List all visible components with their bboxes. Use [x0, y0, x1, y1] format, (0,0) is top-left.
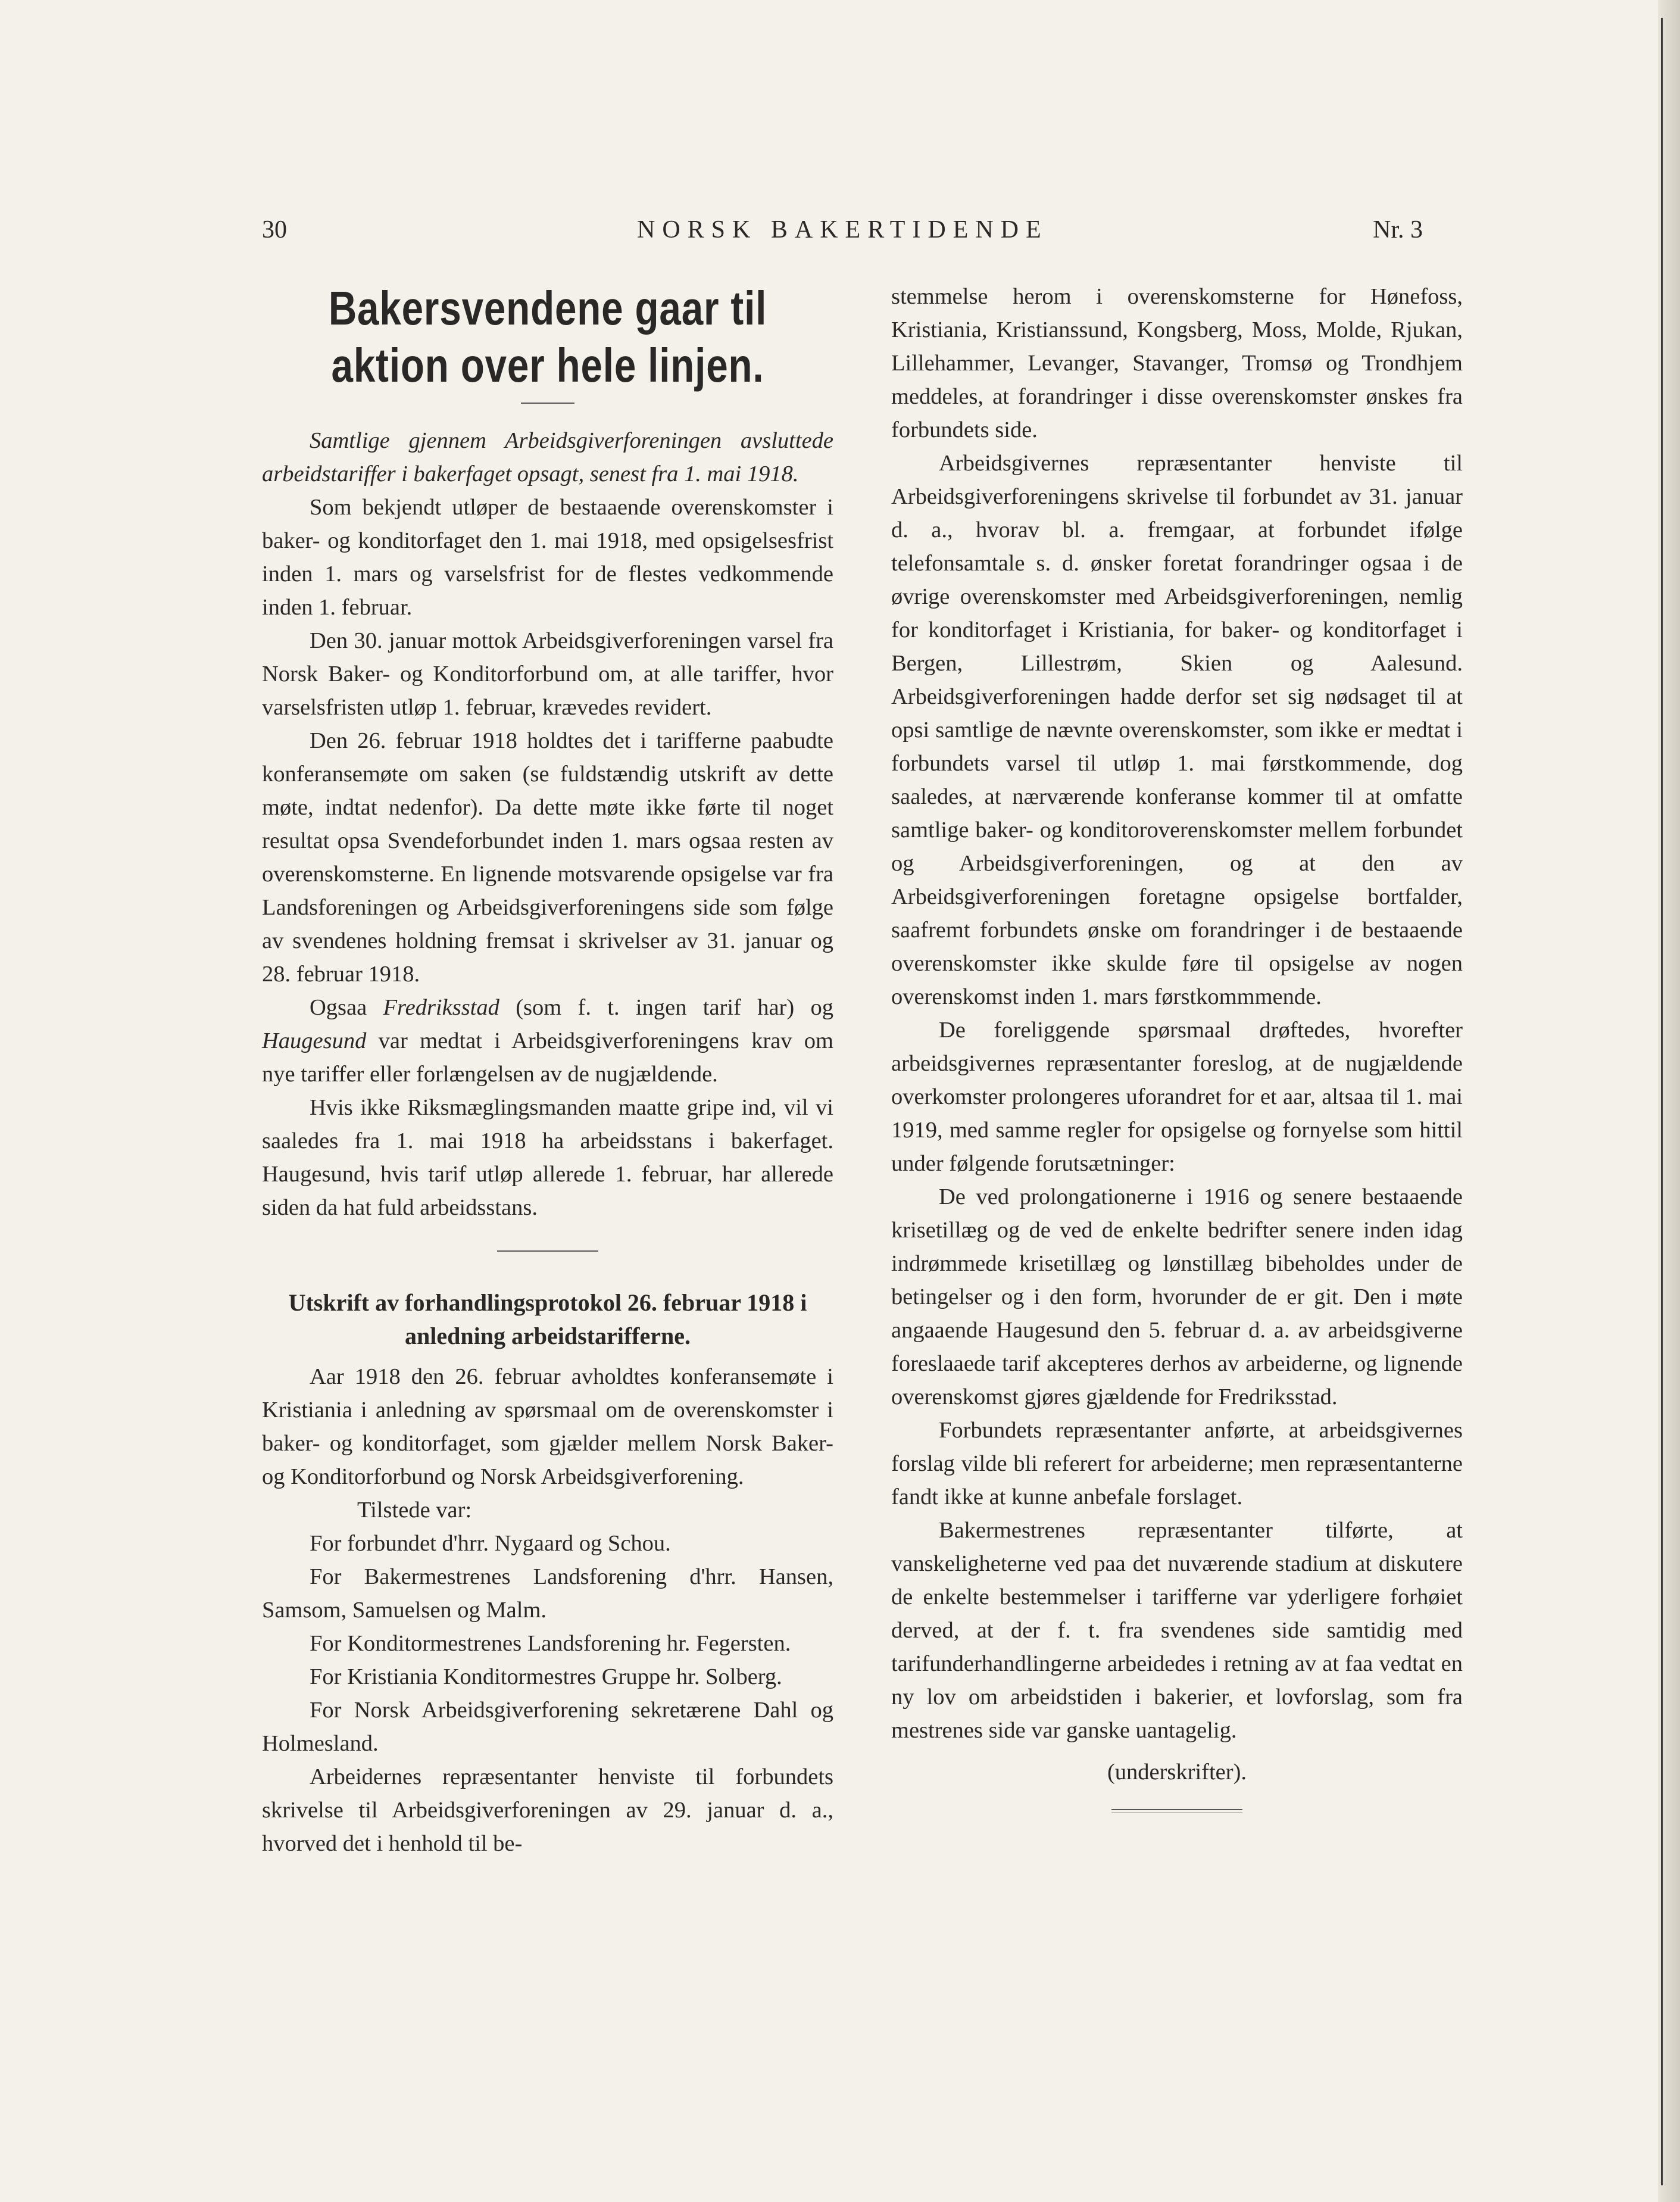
- article-headline: Bakersvendene gaar til aktion over hele linjen.: [328, 282, 767, 392]
- page-header: [262, 216, 1423, 251]
- page-edge-line: [1661, 18, 1663, 2185]
- headline-divider: [521, 403, 574, 404]
- protocol-headline: Utskrift av forhandlingsprotokol 26. februar 1918 i anledning arbeidstarifferne.: [288, 1289, 807, 1349]
- attendee: For Kristiania Konditormestres Gruppe hr. Solberg.: [310, 1664, 782, 1689]
- page-number: 30: [262, 216, 287, 244]
- text-run: Ogsaa: [310, 995, 383, 1020]
- article-paragraph: [262, 991, 833, 1091]
- attendee: For Konditormestrenes Landsforening hr. Fegersten.: [310, 1631, 791, 1656]
- protocol-paragraph: Arbeidernes repræsentanter henviste til forbundets skrivelse til Arbeidsgiverforeningen av 29. januar d. a., hvorved det i henhold til be-: [262, 1764, 833, 1856]
- end-divider: [1111, 1809, 1242, 1813]
- protocol-paragraph: stemmelse herom i overenskomsterne for Hønefoss, Kristiania, Kristianssund, Kongsberg, Moss, Molde, Rjukan, Lillehammer, Levanger, Stavanger, Tromsø og Trondhjem meddeles, at forandringer i disse overenskomster ønskes fra forbundets side.: [891, 284, 1463, 442]
- article-paragraph: Som bekjendt utløper de bestaaende overenskomster i baker- og konditorfaget den 1. mai 1918, med opsigelsesfrist inden 1. mars og varselsfrist for de flestes vedkommende inden 1. februar.: [262, 495, 833, 620]
- present-label: Tilstede var:: [357, 1498, 472, 1523]
- protocol-paragraph: Bakermestrenes repræsentanter tilførte, at vanskeligheterne ved paa det nuværende stadium at diskutere de enkelte bestemmelser i tarifferne var yderligere forhøiet derved, at der f. t. fra svendenes side samtidig med tarifunderhandlingerne arbeidedes i retning av at faa vedtat en ny lov om arbeidstiden i bakerier, et lovforslag, som fra mestrenes side var ganske uantagelig.: [891, 1518, 1463, 1743]
- issue-number: Nr. 3: [1373, 216, 1423, 244]
- signatures: (underskrifter).: [1107, 1760, 1247, 1785]
- city-name: Fredriksstad: [383, 995, 499, 1020]
- text-run: var medtat i Arbeidsgiverforeningens krav om nye tariffer eller forlængelsen av de nugjældende.: [262, 1028, 833, 1087]
- attendee: For forbundet d'hrr. Nygaard og Schou.: [310, 1531, 671, 1556]
- article-paragraph: Den 26. februar 1918 holdtes det i tarifferne paabudte konferansemøte om saken (se fuldstændig utskrift av dette møte, indtat nedenfor). Da dette møte ikke førte til noget resultat opsa Svendeforbundet inden 1. mars ogsaa resten av overenskomsterne. En lignende motsvarende opsigelse var fra Landsforeningen og Arbeidsgiverforeningens side som følge av svendenes holdning fremsat i skrivelser av 31. januar og 28. februar 1918.: [262, 728, 833, 987]
- section-divider: [497, 1250, 598, 1252]
- protocol-intro: Aar 1918 den 26. februar avholdtes konferansemøte i Kristiania i anledning av spørsmaal om de overenskomster i baker- og konditorfaget, som gjælder mellem Norsk Baker- og Konditorforbund og Norsk Arbeidsgiverforening.: [262, 1364, 833, 1489]
- article-paragraph: Hvis ikke Riksmæglingsmanden maatte gripe ind, vil vi saaledes fra 1. mai 1918 ha arbeidsstans i bakerfaget. Haugesund, hvis tarif utløp allerede 1. februar, har allerede siden da hat fuld arbeidsstans.: [262, 1095, 833, 1220]
- left-column: [262, 280, 833, 1860]
- publication-title: NORSK BAKERTIDENDE: [637, 216, 1048, 244]
- protocol-paragraph: Forbundets repræsentanter anførte, at arbeidsgivernes forslag vilde bli referert for arbeiderne; men repræsentanterne fandt ikke at kunne anbefale forslaget.: [891, 1418, 1463, 1509]
- text-run: (som f. t. ingen tarif har) og: [499, 995, 833, 1020]
- protocol-paragraph: De ved prolongationerne i 1916 og senere bestaaende krisetillæg og de ved de enkelte bedrifter senere inden idag indrømmede krisetillæg og lønstillæg bibeholdes under de betingelser og i den form, hvorunder de er git. Den i møte angaaende Haugesund den 5. februar d. a. av arbeidsgiverne foreslaaede tarif akcepteres derhos av arbeiderne, og lignende overenskomst gjøres gjældende for Fredriksstad.: [891, 1184, 1463, 1409]
- attendee: For Bakermestrenes Landsforening d'hrr. Hansen, Samsom, Samuelsen og Malm.: [262, 1564, 833, 1623]
- article-lead: Samtlige gjennem Arbeidsgiverforeningen avsluttede arbeidstariffer i bakerfaget opsagt, senest fra 1. mai 1918.: [262, 428, 833, 486]
- article-paragraph: Den 30. januar mottok Arbeidsgiverforeningen varsel fra Norsk Baker- og Konditorforbund om, at alle tariffer, hvor varselsfristen utløp 1. februar, krævedes revidert.: [262, 628, 833, 720]
- right-column: [891, 280, 1463, 1813]
- attendee: For Norsk Arbeidsgiverforening sekretærene Dahl og Holmesland.: [262, 1698, 833, 1756]
- protocol-paragraph: De foreliggende spørsmaal drøftedes, hvorefter arbeidsgivernes repræsentanter foreslog, at de nugjældende overkomster prolongeres uforandret for et aar, altsaa til 1. mai 1919, med samme regler for opsigelse og fornyelse som hittil under følgende forutsætninger:: [891, 1018, 1463, 1176]
- protocol-paragraph: Arbeidsgivernes repræsentanter henviste til Arbeidsgiverforeningens skrivelse til forbundet av 31. januar d. a., hvorav bl. a. fremgaar, at forbundet ifølge telefonsamtale s. d. ønsker foretat forandringer ogsaa i de øvrige overenskomster med Arbeidsgiverforeningen, nemlig for konditorfaget i Kristiania, for baker- og konditorfaget i Bergen, Lillestrøm, Skien og Aalesund. Arbeidsgiverforeningen hadde derfor set sig nødsaget til at opsi samtlige de nævnte overenskomster, som ikke er medtat i forbundets varsel til utløp 1. mai førstkommende, dog saaledes, at nærværende konferanse kommer til at omfatte samtlige baker- og konditoroverenskomster mellem forbundet og Arbeidsgiverforeningen, og at den av Arbeidsgiverforeningen foretagne opsigelse bortfalder, saafremt forbundets ønske om forandringer i de bestaaende overenskomster ikke skulde føre til opsigelse av nogen overenskomst inden 1. mars førstkommmende.: [891, 451, 1463, 1009]
- city-name: Haugesund: [262, 1028, 367, 1053]
